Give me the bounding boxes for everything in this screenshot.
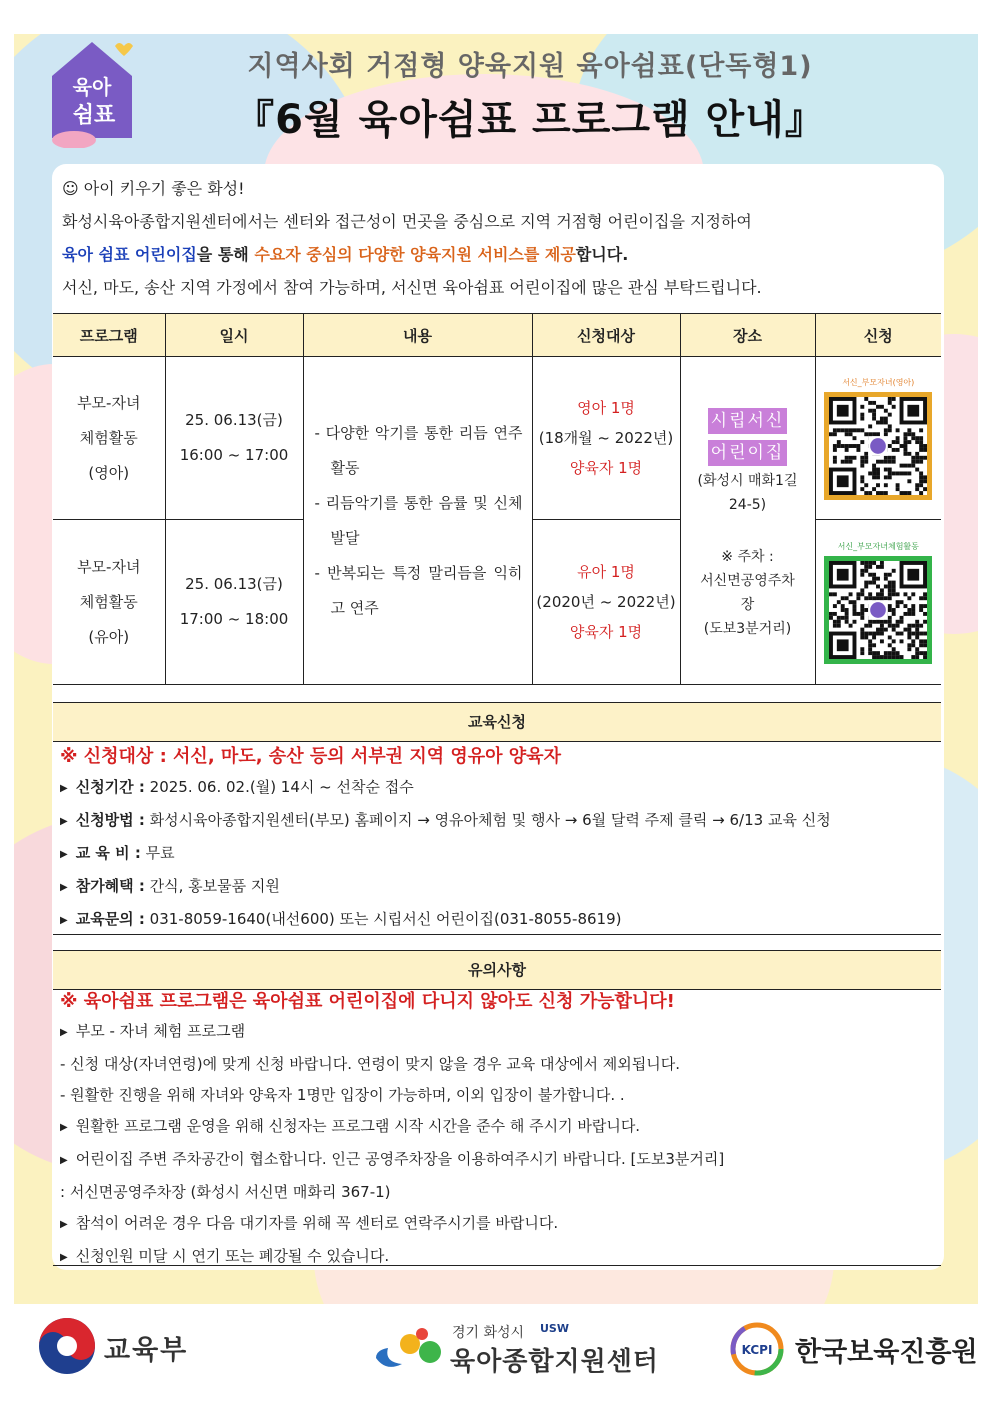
list-item — [60, 1144, 940, 1177]
page-title: 『6월 육아쉼표 프로그램 안내』 — [234, 97, 826, 143]
list-item — [60, 1241, 940, 1274]
bullet-icon: ▶ — [60, 1219, 68, 1230]
list-item: ▶ 참가혜택 : 간식, 홍보물품 지원 — [60, 877, 280, 895]
bullet-icon: ▶ — [60, 1252, 68, 1263]
list-item — [60, 1177, 940, 1208]
item-label: 교육문의 : — [75, 910, 145, 928]
caution-text: 어린이집 주변 주차공간이 협소합니다. 인근 공영주차장을 이용하여주시기 바랍니다. [도보3분거리] — [75, 1150, 725, 1168]
datetime-infant — [165, 357, 303, 520]
time-text: 16:00 ~ 17:00 — [179, 446, 289, 464]
caution-text: - 신청 대상(자녀연령)에 맞게 신청 바랍니다. 연령이 맞지 않을 경우 교육 대상에서 제외됩니다. — [60, 1055, 681, 1073]
center-logo-icon — [370, 1322, 446, 1372]
center-name: 육아종합지원센터 — [450, 1347, 659, 1377]
item-label: 참가혜택 : — [75, 877, 145, 895]
list-item: ▶ 신청기간 : 2025. 06. 02.(월) 14시 ~ 선착순 접수 — [60, 778, 414, 796]
item-label: 신청기간 : — [75, 778, 145, 796]
col-header-venue: 장소 — [680, 314, 815, 357]
center-region: 경기 화성시 — [452, 1325, 525, 1341]
target-toddler — [532, 520, 680, 685]
venue-address-1: (화성시 매화1길 — [697, 473, 798, 489]
content-item: - 반복되는 특정 말리듬을 익히고 연주 — [314, 563, 523, 617]
parking-line-1: 서신면공영주차 — [700, 573, 795, 589]
caution-text: 부모 - 자녀 체험 프로그램 — [75, 1022, 246, 1040]
col-header-content: 내용 — [303, 314, 532, 357]
divider — [53, 934, 941, 935]
program-content — [303, 357, 532, 685]
col-header-target: 신청대상 — [532, 314, 680, 357]
moe-label: 교육부 — [104, 1335, 189, 1366]
apply-qr-infant[interactable] — [815, 357, 941, 520]
intro-connector: 을 통해 — [196, 245, 255, 264]
item-value: 2025. 06. 02.(월) 14시 ~ 선착순 접수 — [144, 778, 414, 796]
list-item: ▶ 교 육 비 : 무료 — [60, 844, 175, 862]
item-value: 031-8059-1640(내선600) 또는 시립서신 어린이집(031-8055-8619) — [144, 910, 622, 928]
kcpi-badge-text: KCPI — [741, 1343, 773, 1357]
qr-code-toddler[interactable] — [824, 556, 932, 664]
intro-ending: 합니다. — [575, 245, 629, 264]
yuka-shimpyo-logo — [44, 36, 140, 148]
intro-line-4: 서신, 마도, 송산 지역 가정에서 참여 가능하며, 서신면 육아쉼표 어린이집에 많은 관심 부탁드립니다. — [62, 278, 762, 297]
item-value: 화성시육아종합지원센터(부모) 홈페이지 → 영유아체험 및 행사 → 6월 달력 주제 클릭 → 6/13 교육 신청 — [144, 811, 831, 829]
qr-code-infant[interactable] — [824, 392, 932, 500]
education-heading: 교육신청 — [53, 702, 941, 742]
bullet-icon: ▶ — [60, 1027, 68, 1038]
parking-line-2: 장 — [740, 597, 755, 613]
program-line: (영아) — [88, 463, 130, 482]
qr-caption-toddler: 서신_부모자녀체험활동 — [837, 541, 919, 551]
education-notice: ※ 신청대상 : 서신, 마도, 송산 등의 서부권 지역 영유아 양육자 — [60, 746, 561, 767]
caution-text: 신청인원 미달 시 연기 또는 폐강될 수 있습니다. — [75, 1247, 390, 1265]
parking-line-3: (도보3분거리) — [703, 621, 792, 637]
intro-text — [62, 172, 932, 304]
program-line: 체험활동 — [79, 592, 138, 611]
venue-name-1: 시립서신 — [708, 408, 788, 434]
bullet-icon: ▶ — [60, 1122, 68, 1133]
logo-text-2: 쉼표 — [72, 103, 116, 128]
target-age-range: (18개월 ~ 2022년) — [538, 429, 674, 447]
caution-heading: 유의사항 — [53, 950, 941, 990]
target-guardian: 양육자 1명 — [569, 459, 643, 477]
date-text: 25. 06.13(금) — [185, 575, 283, 593]
list-item — [60, 1049, 940, 1080]
target-child: 영아 1명 — [577, 399, 635, 417]
caution-notice: ※ 육아쉼표 프로그램은 육아쉼표 어린이집에 다니지 않아도 신청 가능합니다! — [60, 991, 675, 1012]
caution-text: 참석이 어려운 경우 다음 대기자를 위해 꼭 센터로 연락주시기를 바랍니다. — [75, 1214, 559, 1232]
item-label: 신청방법 : — [75, 811, 145, 829]
caution-body — [60, 988, 940, 1274]
program-line: 부모-자녀 — [77, 557, 141, 576]
caution-text: 원활한 프로그램 운영을 위해 신청자는 프로그램 시작 시간을 준수 해 주시기 바랍니다. — [75, 1117, 641, 1135]
list-item: ▶ 신청방법 : 화성시육아종합지원센터(부모) 홈페이지 → 영유아체험 및 행사 → 6월 달력 주제 클릭 → 6/13 교육 신청 — [60, 811, 831, 829]
program-line: (유아) — [88, 627, 130, 646]
target-infant — [532, 357, 680, 520]
kcpi-logo-icon — [724, 1318, 790, 1380]
subtitle: 지역사회 거점형 양육지원 육아쉼표(단독형1) — [247, 51, 813, 82]
table-header-row — [53, 314, 941, 357]
caution-list — [60, 1016, 940, 1274]
kcpi-name: 한국보육진흥원 — [795, 1337, 978, 1368]
date-text: 25. 06.13(금) — [185, 411, 283, 429]
caution-text: : 서신면공영주차장 (화성시 서신면 매화리 367-1) — [60, 1183, 391, 1201]
usw-badge: USW — [540, 1322, 569, 1335]
target-age-range: (2020년 ~ 2022년) — [536, 593, 676, 611]
apply-qr-toddler[interactable] — [815, 520, 941, 685]
qr-caption-infant: 서신_부모자녀(영아) — [842, 377, 915, 387]
content-item: - 리듬악기를 통한 음률 및 신체 발달 — [314, 493, 523, 547]
content-item: - 다양한 악기를 통한 리듬 연주 활동 — [314, 423, 523, 477]
parking-label: ※ 주차 : — [721, 549, 774, 565]
target-guardian: 양육자 1명 — [569, 623, 643, 641]
program-name-infant — [53, 357, 165, 520]
col-header-datetime: 일시 — [165, 314, 303, 357]
list-item — [60, 1208, 940, 1241]
list-item — [60, 1111, 940, 1144]
intro-line-2: 화성시육아종합지원센터에서는 센터와 접근성이 먼곳을 중심으로 지역 거점형 어린이집을 지정하여 — [62, 212, 752, 231]
intro-highlight-orange: 수요자 중심의 다양한 양육지원 서비스를 제공 — [254, 245, 576, 264]
intro-highlight-blue: 육아 쉼표 어린이집 — [62, 245, 197, 264]
taegeuk-icon — [36, 1315, 98, 1377]
divider — [53, 1265, 941, 1266]
col-header-apply: 신청 — [815, 314, 941, 357]
table-row — [53, 357, 941, 520]
list-item — [60, 1016, 940, 1049]
logo-text-1: 육아 — [72, 75, 112, 99]
caution-text: - 원활한 진행을 위해 자녀와 양육자 1명만 입장이 가능하며, 이외 입장이 불가합니다. . — [60, 1086, 625, 1104]
item-label: 교 육 비 : — [75, 844, 141, 862]
intro-line-3 — [62, 238, 932, 271]
venue-cell — [680, 357, 815, 685]
program-table — [53, 313, 941, 685]
venue-address-2: 24-5) — [728, 497, 767, 513]
venue-name-2: 어린이집 — [708, 440, 788, 466]
target-child: 유아 1명 — [577, 563, 635, 581]
education-body — [60, 742, 940, 937]
list-item — [60, 1080, 940, 1111]
item-value: 간식, 홍보물품 지원 — [144, 877, 280, 895]
program-line: 부모-자녀 — [77, 393, 141, 412]
col-header-program: 프로그램 — [53, 314, 165, 357]
intro-line-1: ☺ 아이 키우기 좋은 화성! — [62, 179, 245, 198]
program-name-toddler — [53, 520, 165, 685]
item-value: 무료 — [140, 844, 175, 862]
bullet-icon: ▶ — [60, 1155, 68, 1166]
time-text: 17:00 ~ 18:00 — [179, 610, 289, 628]
list-item: ▶ 교육문의 : 031-8059-1640(내선600) 또는 시립서신 어린이집(031-8055-8619) — [60, 910, 622, 928]
program-line: 체험활동 — [79, 428, 138, 447]
datetime-toddler — [165, 520, 303, 685]
